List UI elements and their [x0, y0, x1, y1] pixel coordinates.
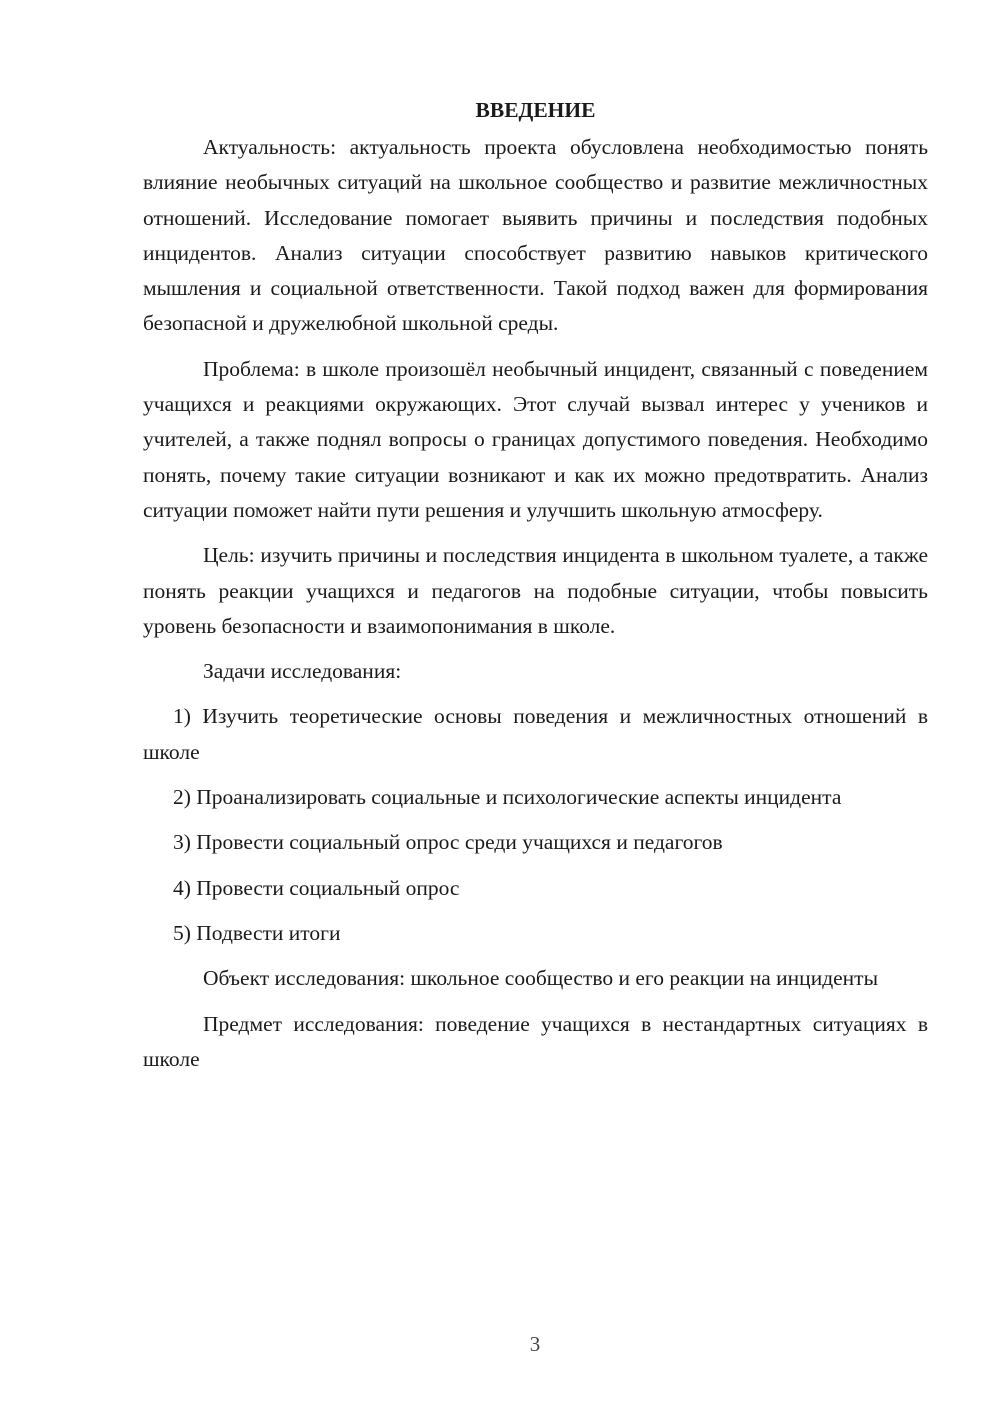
task-item-5: 5) Подвести итоги — [173, 920, 341, 945]
paragraph-goal: Цель: изучить причины и последствия инцидента в школьном туалете, а также понять реакции учащихся и педагогов на подобные ситуации, чтобы повысить уровень безопасности и взаимопонимания в школе. — [143, 543, 928, 638]
task-item-2: 2) Проанализировать социальные и психологические аспекты инцидента — [173, 785, 842, 810]
page-number: 3 — [529, 1332, 541, 1356]
paragraph-subject: Предмет исследования: поведение учащихся в нестандартных ситуациях в школе — [143, 1011, 928, 1071]
tasks-heading: Задачи исследования: — [203, 659, 402, 684]
section-title: ВВЕДЕНИЕ — [475, 98, 596, 122]
paragraph-object: Объект исследования: школьное сообщество и его реакции на инциденты — [203, 966, 879, 991]
document-page — [143, 92, 928, 1087]
task-item-3: 3) Провести социальный опрос среди учащихся и педагогов — [173, 830, 723, 855]
paragraph-problem: Проблема: в школе произошёл необычный инцидент, связанный с поведением учащихся и реакциями окружающих. Этот случай вызвал интерес у учеников и учителей, а также поднял вопросы о границах допустимого поведения. Необходимо понять, почему такие ситуации возникают и как их можно предотвратить. Анализ ситуации поможет найти пути решения и улучшить школьную атмосферу. — [143, 356, 928, 522]
paragraph-relevance: Актуальность: актуальность проекта обусловлена необходимостью понять влияние необычных ситуаций на школьное сообщество и развитие межличностных отношений. Исследование помогает выявить причины и последствия подобных инцидентов. Анализ ситуации способствует развитию навыков критического мышления и социальной ответственности. Такой подход важен для формирования безопасной и дружелюбной школьной среды. — [143, 135, 928, 336]
task-item-4: 4) Провести социальный опрос — [173, 875, 460, 900]
task-item-1: 1) Изучить теоретические основы поведения и межличностных отношений в школе — [143, 704, 928, 764]
